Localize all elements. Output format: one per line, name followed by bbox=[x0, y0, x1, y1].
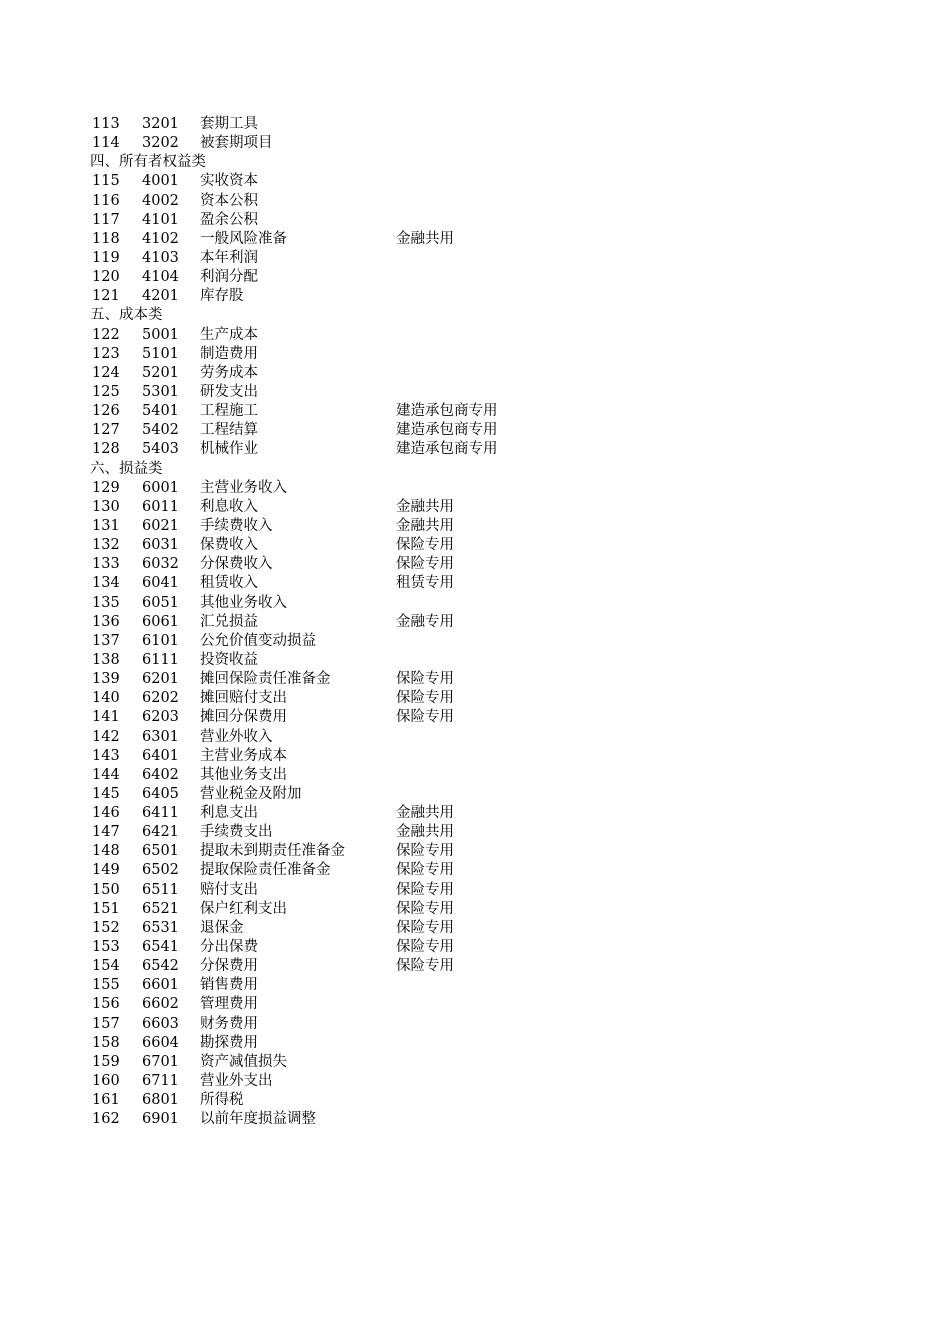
account-name: 所得税 bbox=[200, 1092, 244, 1109]
account-note: 金融共用 bbox=[396, 230, 454, 247]
account-code: 4102 bbox=[142, 230, 179, 247]
account-name: 营业外支出 bbox=[200, 1073, 273, 1090]
account-row bbox=[0, 364, 950, 383]
section-heading-row bbox=[0, 460, 950, 479]
account-code: 5403 bbox=[142, 441, 179, 458]
row-number: 138 bbox=[92, 651, 120, 668]
account-row bbox=[0, 708, 950, 727]
account-row bbox=[0, 689, 950, 708]
row-number: 124 bbox=[92, 364, 120, 381]
account-row bbox=[0, 785, 950, 804]
account-row bbox=[0, 1015, 950, 1034]
account-name: 摊回分保费用 bbox=[200, 709, 287, 726]
account-row bbox=[0, 498, 950, 517]
account-name: 盈余公积 bbox=[200, 211, 258, 228]
account-note: 金融共用 bbox=[396, 805, 454, 822]
row-number: 133 bbox=[92, 556, 120, 573]
account-name: 投资收益 bbox=[200, 651, 258, 668]
account-row bbox=[0, 211, 950, 230]
account-row bbox=[0, 823, 950, 842]
account-code: 6542 bbox=[142, 958, 179, 975]
row-number: 151 bbox=[92, 900, 120, 917]
account-row bbox=[0, 440, 950, 459]
account-name: 库存股 bbox=[200, 288, 244, 305]
row-number: 135 bbox=[92, 594, 120, 611]
account-row bbox=[0, 613, 950, 632]
row-number: 155 bbox=[92, 977, 120, 994]
account-name: 赔付支出 bbox=[200, 881, 258, 898]
account-code: 5201 bbox=[142, 364, 179, 381]
account-name: 销售费用 bbox=[200, 977, 258, 994]
account-row bbox=[0, 919, 950, 938]
account-note: 金融专用 bbox=[396, 613, 454, 630]
account-row bbox=[0, 900, 950, 919]
account-row bbox=[0, 421, 950, 440]
section-heading-row bbox=[0, 306, 950, 325]
account-code: 4101 bbox=[142, 211, 179, 228]
account-row bbox=[0, 842, 950, 861]
row-number: 158 bbox=[92, 1034, 120, 1051]
account-name: 营业税金及附加 bbox=[200, 785, 302, 802]
account-code: 5402 bbox=[142, 422, 179, 439]
row-number: 161 bbox=[92, 1092, 120, 1109]
account-row bbox=[0, 268, 950, 287]
row-number: 116 bbox=[92, 192, 120, 209]
row-number: 139 bbox=[92, 671, 120, 688]
section-heading: 五、成本类 bbox=[90, 307, 163, 324]
row-number: 156 bbox=[92, 996, 120, 1013]
account-row bbox=[0, 632, 950, 651]
account-code: 6401 bbox=[142, 747, 179, 764]
account-code: 6111 bbox=[142, 651, 179, 668]
row-number: 131 bbox=[92, 517, 120, 534]
row-number: 114 bbox=[92, 135, 120, 152]
account-name: 工程结算 bbox=[200, 422, 258, 439]
account-note: 保险专用 bbox=[396, 690, 454, 707]
account-note: 租赁专用 bbox=[396, 575, 454, 592]
account-note: 金融共用 bbox=[396, 498, 454, 515]
account-name: 以前年度损益调整 bbox=[200, 1111, 316, 1128]
account-note: 保险专用 bbox=[396, 881, 454, 898]
account-row bbox=[0, 536, 950, 555]
account-name: 生产成本 bbox=[200, 326, 258, 343]
account-note: 保险专用 bbox=[396, 919, 454, 936]
account-name: 主营业务成本 bbox=[200, 747, 287, 764]
account-code: 6531 bbox=[142, 919, 179, 936]
row-number: 149 bbox=[92, 862, 120, 879]
account-name: 其他业务收入 bbox=[200, 594, 287, 611]
account-name: 资本公积 bbox=[200, 192, 258, 209]
row-number: 152 bbox=[92, 919, 120, 936]
account-row bbox=[0, 383, 950, 402]
account-code: 4001 bbox=[142, 173, 179, 190]
account-name: 公允价值变动损益 bbox=[200, 632, 316, 649]
account-row bbox=[0, 1110, 950, 1129]
account-code: 6011 bbox=[142, 498, 179, 515]
account-row bbox=[0, 728, 950, 747]
account-row bbox=[0, 517, 950, 536]
account-name: 被套期项目 bbox=[200, 135, 273, 152]
account-row bbox=[0, 555, 950, 574]
account-name: 租赁收入 bbox=[200, 575, 258, 592]
account-name: 实收资本 bbox=[200, 173, 258, 190]
account-row bbox=[0, 326, 950, 345]
account-name: 摊回保险责任准备金 bbox=[200, 671, 331, 688]
account-code: 6502 bbox=[142, 862, 179, 879]
account-name: 分保费收入 bbox=[200, 556, 273, 573]
account-name: 提取未到期责任准备金 bbox=[200, 843, 345, 860]
account-code: 6201 bbox=[142, 671, 179, 688]
account-name: 分出保费 bbox=[200, 939, 258, 956]
account-code: 4201 bbox=[142, 288, 179, 305]
account-code: 6001 bbox=[142, 479, 179, 496]
account-code: 4104 bbox=[142, 269, 179, 286]
row-number: 113 bbox=[92, 116, 120, 132]
row-number: 121 bbox=[92, 288, 120, 305]
row-number: 160 bbox=[92, 1073, 120, 1090]
row-number: 154 bbox=[92, 958, 120, 975]
account-row bbox=[0, 192, 950, 211]
account-code: 6021 bbox=[142, 517, 179, 534]
account-code: 6603 bbox=[142, 1015, 179, 1032]
account-code: 5101 bbox=[142, 345, 179, 362]
row-number: 129 bbox=[92, 479, 120, 496]
account-code: 4002 bbox=[142, 192, 179, 209]
row-number: 123 bbox=[92, 345, 120, 362]
account-code: 6501 bbox=[142, 843, 179, 860]
row-number: 145 bbox=[92, 785, 120, 802]
account-name: 手续费支出 bbox=[200, 824, 273, 841]
account-code: 6601 bbox=[142, 977, 179, 994]
account-code: 6421 bbox=[142, 824, 179, 841]
account-row bbox=[0, 287, 950, 306]
row-number: 141 bbox=[92, 709, 120, 726]
account-code: 6301 bbox=[142, 728, 179, 745]
account-row bbox=[0, 1034, 950, 1053]
account-name: 分保费用 bbox=[200, 958, 258, 975]
account-note: 保险专用 bbox=[396, 939, 454, 956]
account-code: 6602 bbox=[142, 996, 179, 1013]
row-number: 134 bbox=[92, 575, 120, 592]
row-number: 126 bbox=[92, 403, 120, 420]
account-note: 建造承包商专用 bbox=[396, 403, 498, 420]
row-number: 148 bbox=[92, 843, 120, 860]
account-code: 3202 bbox=[142, 135, 179, 152]
account-row bbox=[0, 249, 950, 268]
account-row bbox=[0, 747, 950, 766]
account-code: 5301 bbox=[142, 383, 179, 400]
account-row bbox=[0, 957, 950, 976]
account-code: 6511 bbox=[142, 881, 179, 898]
account-code: 6032 bbox=[142, 556, 179, 573]
account-row bbox=[0, 1091, 950, 1110]
row-number: 122 bbox=[92, 326, 120, 343]
row-number: 143 bbox=[92, 747, 120, 764]
row-number: 127 bbox=[92, 422, 120, 439]
account-code: 6202 bbox=[142, 690, 179, 707]
account-name: 主营业务收入 bbox=[200, 479, 287, 496]
row-number: 115 bbox=[92, 173, 120, 190]
account-name: 财务费用 bbox=[200, 1015, 258, 1032]
account-row bbox=[0, 804, 950, 823]
account-code: 6801 bbox=[142, 1092, 179, 1109]
account-name: 本年利润 bbox=[200, 249, 258, 266]
account-note: 保险专用 bbox=[396, 862, 454, 879]
row-number: 136 bbox=[92, 613, 120, 630]
row-number: 153 bbox=[92, 939, 120, 956]
row-number: 132 bbox=[92, 537, 120, 554]
account-name: 资产减值损失 bbox=[200, 1053, 287, 1070]
account-code: 6541 bbox=[142, 939, 179, 956]
account-name: 摊回赔付支出 bbox=[200, 690, 287, 707]
account-name: 手续费收入 bbox=[200, 517, 273, 534]
account-code: 6041 bbox=[142, 575, 179, 592]
account-code: 6405 bbox=[142, 785, 179, 802]
account-note: 建造承包商专用 bbox=[396, 441, 498, 458]
account-row bbox=[0, 115, 950, 134]
row-number: 144 bbox=[92, 766, 120, 783]
account-row bbox=[0, 766, 950, 785]
account-row bbox=[0, 1072, 950, 1091]
row-number: 117 bbox=[92, 211, 120, 228]
row-number: 140 bbox=[92, 690, 120, 707]
account-code: 6051 bbox=[142, 594, 179, 611]
account-name: 工程施工 bbox=[200, 403, 258, 420]
account-row bbox=[0, 861, 950, 880]
account-row bbox=[0, 670, 950, 689]
section-heading: 六、损益类 bbox=[90, 460, 163, 477]
account-name: 研发支出 bbox=[200, 383, 258, 400]
account-name: 汇兑损益 bbox=[200, 613, 258, 630]
account-row bbox=[0, 1053, 950, 1072]
account-name: 利息支出 bbox=[200, 805, 258, 822]
row-number: 162 bbox=[92, 1111, 120, 1128]
account-name: 利息收入 bbox=[200, 498, 258, 515]
account-name: 营业外收入 bbox=[200, 728, 273, 745]
account-name: 提取保险责任准备金 bbox=[200, 862, 331, 879]
account-name: 利润分配 bbox=[200, 269, 258, 286]
account-row bbox=[0, 995, 950, 1014]
account-code: 6402 bbox=[142, 766, 179, 783]
account-note: 保险专用 bbox=[396, 671, 454, 688]
account-name: 劳务成本 bbox=[200, 364, 258, 381]
account-code: 6701 bbox=[142, 1053, 179, 1070]
account-code: 6203 bbox=[142, 709, 179, 726]
account-row bbox=[0, 976, 950, 995]
account-note: 保险专用 bbox=[396, 537, 454, 554]
section-heading: 四、所有者权益类 bbox=[90, 154, 206, 171]
row-number: 157 bbox=[92, 1015, 120, 1032]
account-code-table bbox=[0, 115, 950, 1129]
account-code: 6901 bbox=[142, 1111, 179, 1128]
account-note: 保险专用 bbox=[396, 709, 454, 726]
row-number: 118 bbox=[92, 230, 120, 247]
account-row bbox=[0, 651, 950, 670]
account-row bbox=[0, 574, 950, 593]
row-number: 137 bbox=[92, 632, 120, 649]
account-code: 5001 bbox=[142, 326, 179, 343]
account-row bbox=[0, 172, 950, 191]
account-note: 保险专用 bbox=[396, 958, 454, 975]
row-number: 120 bbox=[92, 269, 120, 286]
account-name: 保费收入 bbox=[200, 537, 258, 554]
row-number: 142 bbox=[92, 728, 120, 745]
row-number: 147 bbox=[92, 824, 120, 841]
account-note: 保险专用 bbox=[396, 843, 454, 860]
account-row bbox=[0, 881, 950, 900]
account-code: 6061 bbox=[142, 613, 179, 630]
row-number: 130 bbox=[92, 498, 120, 515]
account-code: 5401 bbox=[142, 403, 179, 420]
account-note: 金融共用 bbox=[396, 517, 454, 534]
account-note: 保险专用 bbox=[396, 556, 454, 573]
account-name: 套期工具 bbox=[200, 116, 258, 132]
account-row bbox=[0, 938, 950, 957]
account-row bbox=[0, 134, 950, 153]
account-name: 保户红利支出 bbox=[200, 900, 287, 917]
account-code: 6411 bbox=[142, 805, 179, 822]
account-note: 保险专用 bbox=[396, 900, 454, 917]
account-name: 其他业务支出 bbox=[200, 766, 287, 783]
row-number: 119 bbox=[92, 249, 120, 266]
account-name: 机械作业 bbox=[200, 441, 258, 458]
section-heading-row bbox=[0, 153, 950, 172]
account-row bbox=[0, 402, 950, 421]
account-code: 6604 bbox=[142, 1034, 179, 1051]
account-row bbox=[0, 345, 950, 364]
account-code: 6521 bbox=[142, 900, 179, 917]
account-row bbox=[0, 479, 950, 498]
account-row bbox=[0, 230, 950, 249]
account-note: 建造承包商专用 bbox=[396, 422, 498, 439]
account-code: 4103 bbox=[142, 249, 179, 266]
account-code: 3201 bbox=[142, 116, 179, 132]
account-note: 金融共用 bbox=[396, 824, 454, 841]
account-name: 管理费用 bbox=[200, 996, 258, 1013]
row-number: 146 bbox=[92, 805, 120, 822]
row-number: 128 bbox=[92, 441, 120, 458]
account-name: 一般风险准备 bbox=[200, 230, 287, 247]
row-number: 159 bbox=[92, 1053, 120, 1070]
account-code: 6711 bbox=[142, 1073, 179, 1090]
account-name: 勘探费用 bbox=[200, 1034, 258, 1051]
row-number: 150 bbox=[92, 881, 120, 898]
account-code: 6101 bbox=[142, 632, 179, 649]
account-name: 制造费用 bbox=[200, 345, 258, 362]
account-code: 6031 bbox=[142, 537, 179, 554]
account-name: 退保金 bbox=[200, 919, 244, 936]
row-number: 125 bbox=[92, 383, 120, 400]
account-row bbox=[0, 594, 950, 613]
